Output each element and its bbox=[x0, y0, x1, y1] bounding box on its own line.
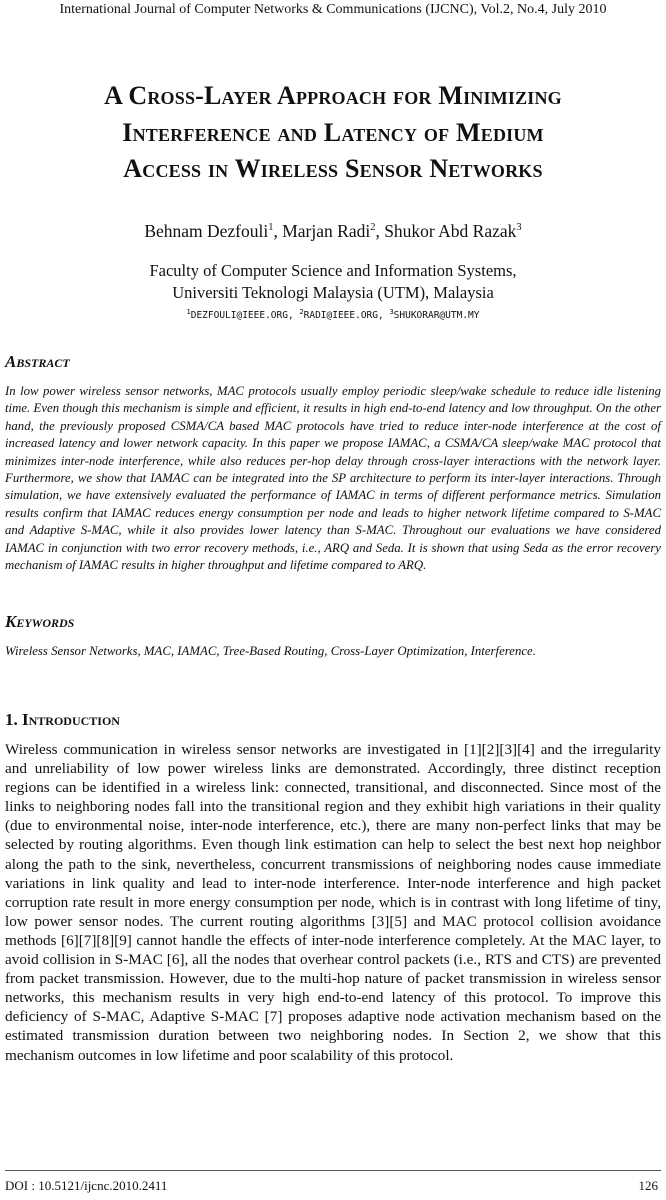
abstract-text: In low power wireless sensor networks, MAC protocols usually employ periodic sleep/wake schedule to reduce idle listening time. Even though this mechanism is simple and efficient, it results in high end-to-end latency and low throughput. On the other hand, the previously proposed CSMA/CA based MAC protocols have tried to reduce inter-node interference at the cost of increased latency and lower network capacity. In this paper we propose IAMAC, a CSMA/CA sleep/wake MAC protocol that minimizes inter-node interference, while also reduces per-hop delay through cross-layer interactions with the network layer. Furthermore, we show that IAMAC can be integrated into the SP architecture to perform its inter-layer interactions. Through simulation, we have extensively evaluated the performance of IAMAC in terms of different performance metrics. Simulation results confirm that IAMAC reduces energy consumption per node and leads to higher network lifetime compared to S-MAC and Adaptive S-MAC, while it also provides lower latency than S-MAC. Throughout our evaluations we have considered IAMAC in conjunction with two error recovery methods, i.e., ARQ and Seda. It is shown that using Seda as the error recovery mechanism of IAMAC results in higher throughput and lifetime compared to ARQ. bbox=[5, 384, 661, 573]
title-line-1: A Cross-Layer Approach for Minimizing bbox=[104, 81, 562, 110]
author-list: Behnam Dezfouli$^1$, Marjan Radi$^2$, Shukor Abd Razak$^3$ bbox=[144, 220, 522, 241]
email-1-mark: 1 bbox=[186, 308, 191, 316]
author-emails: $^1$DEZFOULI@IEEE.ORG, $^2$RADI@IEEE.ORG, $^3$SHUKORAR@UTM.MY bbox=[186, 308, 480, 322]
doi-footer: DOI : 10.5121/ijcnc.2010.2411 bbox=[5, 1178, 168, 1193]
title-line-2: Interference and Latency of Medium bbox=[122, 117, 544, 147]
email-2-mark: 2 bbox=[299, 308, 304, 316]
footer-divider bbox=[5, 1170, 661, 1171]
author-3-mark: 3 bbox=[516, 222, 522, 233]
author-1-name: Behnam Dezfouli bbox=[144, 220, 269, 241]
introduction-text: Wireless communication in wireless sensor networks are investigated in [1][2][3][4] and the irregularity and unreliability of low power wireless links are demonstrated. Accordingly, three distinct reception regions can be identified in a wireless link: connected, transitional, and disconnected. Since most of the links to neighboring nodes fall into the transitional region and they exhibit high variations in their quality (due to environmental noise, inter-node interference, etc.), there are many non-perfect links that may be selected by routing algorithms. Even though link estimation can help to select the best next hop neighbor along the path to the sink, nevertheless, concurrent transmissions of neighboring nodes cause immediate variations in link quality and lead to inter-node interference. Inter-node interference and high packet corruption rate result in more energy consumption per node, which is in contrast with long lifetime of tiny, low power sensor nodes. The current routing algorithms [3][5] and MAC protocol collision avoidance methods [6][7][8][9] cannot handle the effects of inter-node interference completely. At the MAC layer, to avoid collision in S-MAC [6], all the nodes that overhear control packets (i.e., RTS and CTS) are prevented from packet transmission. However, due to the multi-hop nature of packet transmission in wireless sensor networks, this mechanism results in very high end-to-end latency of this protocol. To improve this deficiency of S-MAC, Adaptive S-MAC [7] proposes adaptive node activation mechanism based on the estimated transmission duration between two neighboring nodes. In Section 2, we show that this mechanism outcomes in low lifetime and poor scalability of this protocol. bbox=[5, 741, 661, 1064]
author-2-mark: 2 bbox=[370, 222, 376, 233]
author-2-name: Marjan Radi bbox=[282, 220, 371, 241]
author-1-mark: 1 bbox=[268, 222, 274, 233]
section-title: Introduction bbox=[22, 710, 120, 729]
author-3-name: Shukor Abd Razak bbox=[384, 220, 517, 241]
email-3-mark: 3 bbox=[389, 308, 394, 316]
keywords-text: Wireless Sensor Networks, MAC, IAMAC, Tree-Based Routing, Cross-Layer Optimization, Interference. bbox=[5, 644, 536, 658]
running-header: International Journal of Computer Networks & Communications (IJCNC), Vol.2, No.4, July 2010 bbox=[59, 2, 607, 17]
keywords-heading: Keywords bbox=[5, 612, 75, 631]
affiliation-line-1: Faculty of Computer Science and Information Systems, bbox=[149, 261, 517, 280]
title-line-3: Access in Wireless Sensor Networks bbox=[123, 154, 543, 183]
affiliation bbox=[0, 260, 666, 304]
section-number: 1. bbox=[5, 710, 22, 729]
page-number: 126 bbox=[638, 1178, 658, 1193]
abstract-heading: Abstract bbox=[5, 352, 70, 371]
email-3[interactable]: SHUKORAR@UTM.MY bbox=[393, 310, 480, 322]
introduction-heading bbox=[5, 710, 120, 730]
email-2[interactable]: RADI@IEEE.ORG bbox=[303, 310, 378, 322]
paper-title bbox=[20, 78, 646, 188]
email-1[interactable]: DEZFOULI@IEEE.ORG bbox=[190, 310, 288, 322]
affiliation-line-2: Universiti Teknologi Malaysia (UTM), Malaysia bbox=[172, 283, 494, 302]
